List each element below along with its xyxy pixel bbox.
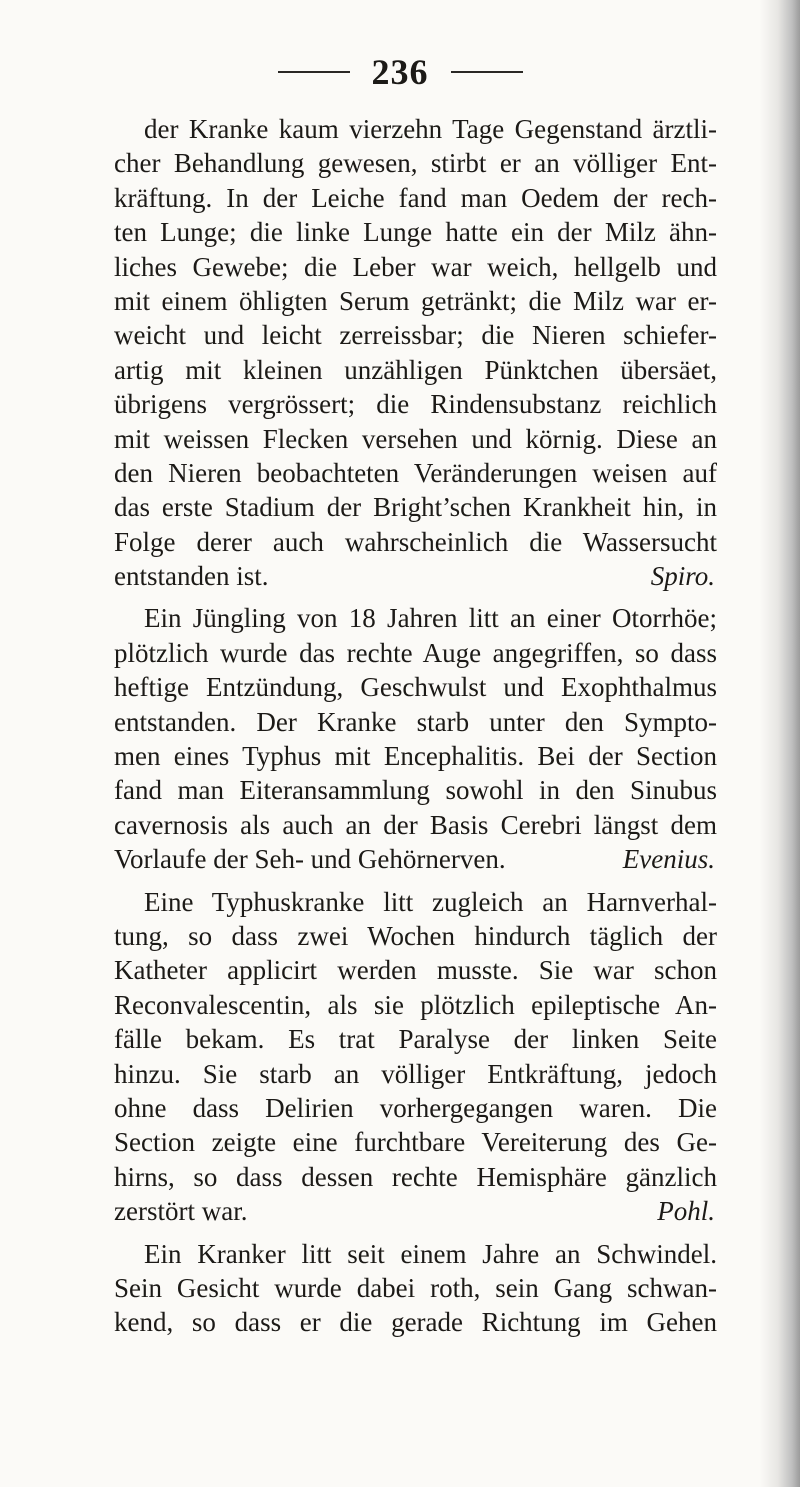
- author-signature: Evenius.: [622, 844, 715, 875]
- header-rule-right: [451, 71, 523, 73]
- text-line: ten Lunge; die linke Lunge hatte ein der Milz ähn-: [114, 217, 717, 248]
- text-line: hirns, so dass dessen rechte Hemisphäre gänzlich: [114, 1161, 717, 1192]
- text-line: den Nieren beobachteten Veränderungen weisen auf: [114, 457, 717, 488]
- author-signature: Spiro.: [650, 561, 715, 592]
- text-line: mit einem öhligten Serum getränkt; die Milz war er-: [114, 285, 717, 316]
- text-line: ohne dass Delirien vorhergegangen waren. Die: [114, 1092, 717, 1123]
- text-line: Ein Kranker litt seit einem Jahre an Schwindel.: [144, 1238, 717, 1269]
- paragraph-gap: [114, 877, 717, 885]
- author-signature: Pohl.: [657, 1196, 715, 1227]
- text-line: weicht und leicht zerreissbar; die Nieren schiefer-: [114, 320, 717, 351]
- page-header: [0, 52, 800, 92]
- paragraph: [114, 1237, 717, 1340]
- text-line: plötzlich wurde das rechte Auge angegriffen, so dass: [114, 637, 717, 668]
- paragraph-gap: [114, 593, 717, 601]
- page-number: 236: [371, 52, 429, 92]
- text-line: das erste Stadium der Bright’schen Krankheit hin, in: [114, 492, 717, 523]
- text-line: Katheter applicirt werden musste. Sie war schon: [114, 955, 717, 986]
- signature-line: [114, 559, 717, 593]
- text-line: Eine Typhuskranke litt zugleich an Harnverhal-: [144, 886, 717, 917]
- text-line: kend, so dass er die gerade Richtung im Gehen: [114, 1307, 717, 1338]
- text-line: cher Behandlung gewesen, stirbt er an völliger Ent-: [114, 148, 717, 179]
- text-line: fälle bekam. Es trat Paralyse der linken Seite: [114, 1024, 717, 1055]
- text-line: Sein Gesicht wurde dabei roth, sein Gang schwan-: [114, 1272, 717, 1303]
- paragraph: [114, 885, 717, 1229]
- paragraph: [114, 601, 717, 876]
- text-line: Ein Jüngling von 18 Jahren litt an einer Otorrhöe;: [144, 603, 717, 634]
- body-text: [114, 112, 717, 1340]
- text-line-end: entstanden ist.: [114, 561, 269, 592]
- text-line: tung, so dass zwei Wochen hindurch täglich der: [114, 920, 717, 951]
- text-line: artig mit kleinen unzähligen Pünktchen übersäet,: [114, 354, 717, 385]
- text-line: der Kranke kaum vierzehn Tage Gegenstand ärztli-: [144, 114, 717, 144]
- text-line: liches Gewebe; die Leber war weich, hellgelb und: [114, 251, 717, 282]
- text-line: Section zeigte eine furchtbare Vereiterung des Ge-: [114, 1127, 717, 1158]
- text-line: fand man Eiteransammlung sowohl in den Sinubus: [114, 775, 717, 806]
- text-line: übrigens vergrössert; die Rindensubstanz reichlich: [114, 389, 717, 420]
- signature-line: [114, 842, 717, 876]
- text-line: hinzu. Sie starb an völliger Entkräftung, jedoch: [114, 1058, 717, 1089]
- text-line: mit weissen Flecken versehen und körnig. Diese an: [114, 423, 717, 454]
- signature-line: [114, 1194, 717, 1228]
- header-rule-left: [278, 71, 350, 73]
- paragraph-gap: [114, 1229, 717, 1237]
- paragraph: [114, 112, 717, 593]
- text-line: men eines Typhus mit Encephalitis. Bei der Section: [114, 741, 717, 772]
- text-line-end: zerstört war.: [114, 1196, 248, 1227]
- text-line: Reconvalescentin, als sie plötzlich epileptische An-: [114, 989, 717, 1020]
- text-line: Folge derer auch wahrscheinlich die Wassersucht: [114, 526, 717, 557]
- text-line: heftige Entzündung, Geschwulst und Exophthalmus: [114, 672, 717, 703]
- text-line: kräftung. In der Leiche fand man Oedem der rech-: [114, 182, 717, 213]
- text-line: cavernosis als auch an der Basis Cerebri längst dem: [114, 809, 717, 840]
- text-line-end: Vorlaufe der Seh- und Gehörnerven.: [114, 844, 506, 875]
- page-edge-shadow: [760, 0, 800, 1487]
- text-line: entstanden. Der Kranke starb unter den Sympto-: [114, 706, 717, 737]
